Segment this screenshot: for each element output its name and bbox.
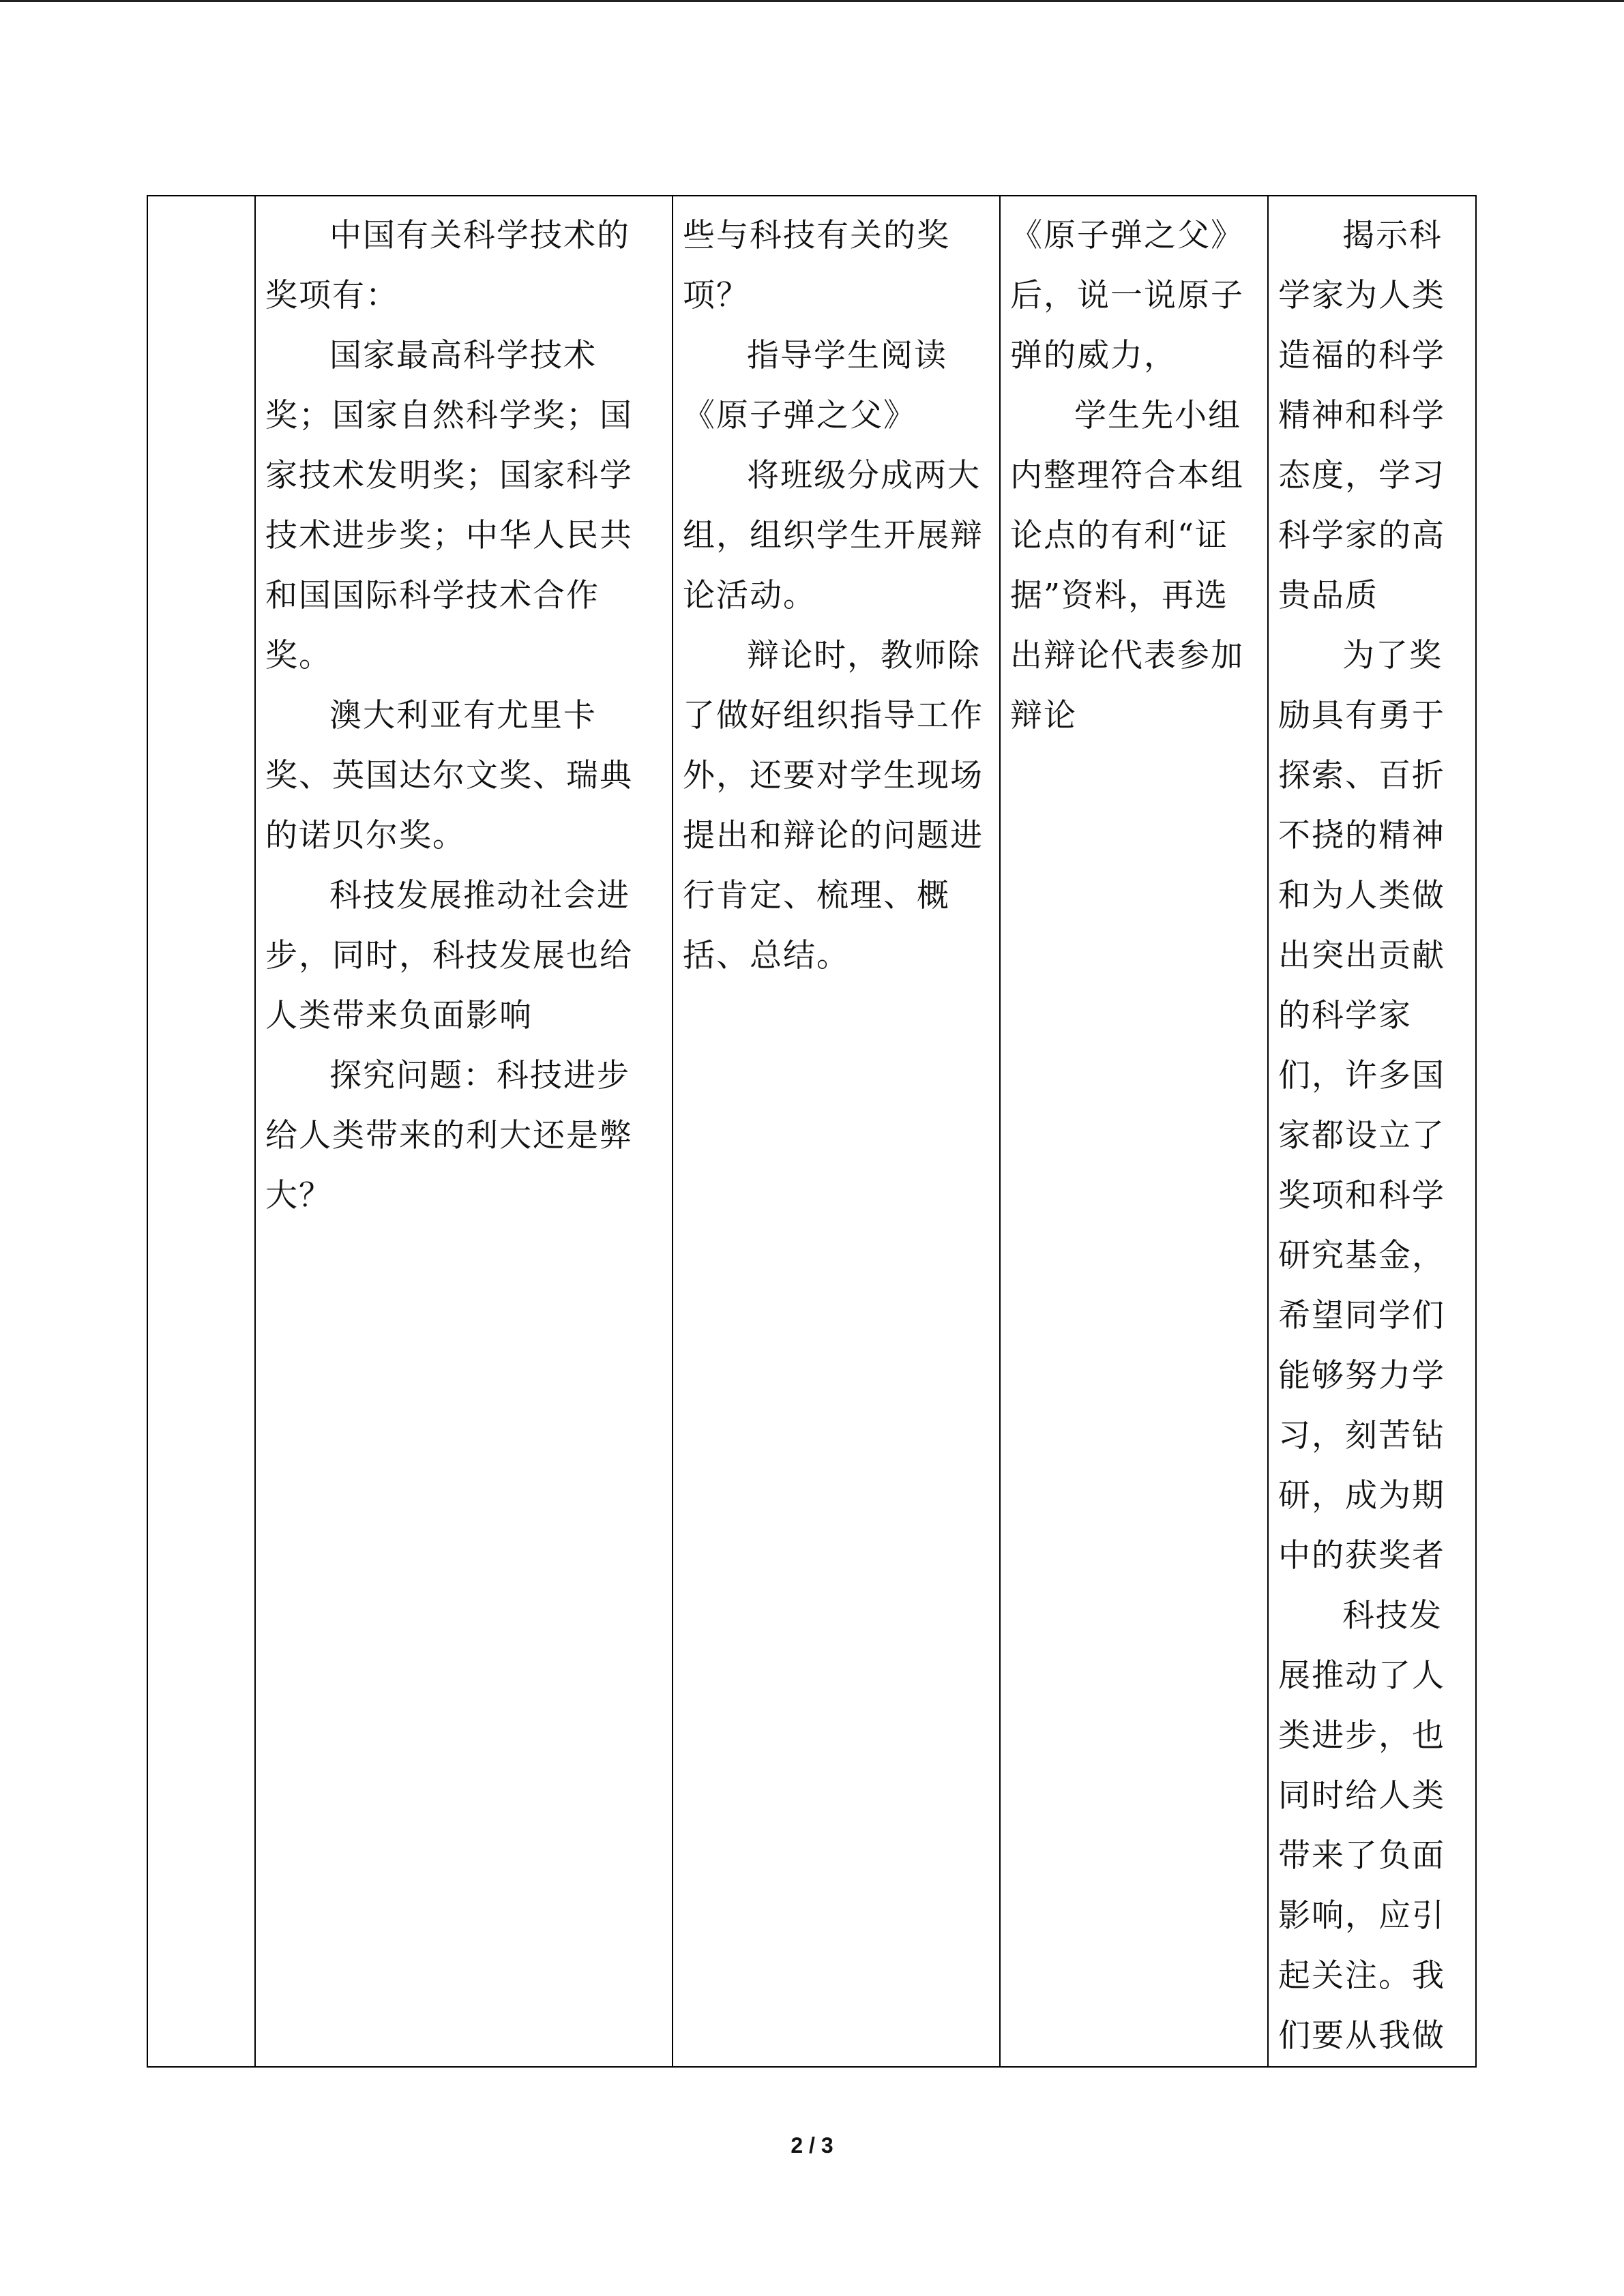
cell-paragraph: 《原子弹之父》后，说一说原子弹的威力， <box>1010 217 1244 374</box>
content-cell <box>255 196 673 2067</box>
table-row <box>147 196 1476 2067</box>
design-intent-paragraphs <box>1278 206 1463 2066</box>
design-intent-cell <box>1268 196 1476 2067</box>
cell-paragraph: 科技发展推动了人类进步，也同时给人类带来了负面影响，应引起关注。我们要从我做 <box>1278 1597 1445 2055</box>
cell-paragraph: 将班级分成两大组，组织学生开展辩论活动。 <box>683 457 984 614</box>
cell-paragraph: 探究问题：科技进步给人类带来的利大还是弊大？ <box>265 1057 633 1214</box>
cell-paragraph: 科技发展推动社会进步，同时，科技发展也给人类带来负面影响 <box>265 877 633 1034</box>
cell-paragraph: 国家最高科学技术奖；国家自然科学奖；国家技术发明奖；国家科学技术进步奖；中华人民共和国国际科学技术合作奖。 <box>265 337 633 674</box>
cell-paragraph: 中国有关科学技术的奖项有： <box>265 217 630 314</box>
student-activity-paragraphs <box>1010 206 1255 746</box>
cell-paragraph: 指导学生阅读《原子弹之父》 <box>683 337 947 434</box>
cell-paragraph: 学生先小组内整理符合本组论点的有利“证据”资料，再选出辩论代表参加辩论 <box>1010 397 1244 734</box>
cell-paragraph: 揭示科学家为人类造福的科学精神和科学态度，学习科学家的高贵品质 <box>1278 217 1445 614</box>
teacher-activity-paragraphs <box>683 206 987 986</box>
student-activity-cell <box>1000 196 1268 2067</box>
cell-paragraph: 辩论时，教师除了做好组织指导工作外，还要对学生现场提出和辩论的问题进行肯定、梳理、概括、总结。 <box>683 637 984 974</box>
teacher-activity-cell <box>673 196 1000 2067</box>
lesson-plan-table <box>147 195 1477 2068</box>
top-border-line <box>0 0 1624 2</box>
content-paragraphs <box>265 206 660 1226</box>
page-number: 2 / 3 <box>791 2133 833 2158</box>
cell-paragraph: 澳大利亚有尤里卡奖、英国达尔文奖、瑞典的诺贝尔奖。 <box>265 697 633 854</box>
cell-paragraph: 为了奖励具有勇于探索、百折不挠的精神和为人类做出突出贡献的科学家们，许多国家都设立了奖项和科学研究基金，希望同学们能够努力学习，刻苦钻研，成为期中的获奖者 <box>1278 637 1445 1575</box>
section-label-cell <box>147 196 255 2067</box>
cell-paragraph: 些与科技有关的奖项？ <box>683 217 950 314</box>
